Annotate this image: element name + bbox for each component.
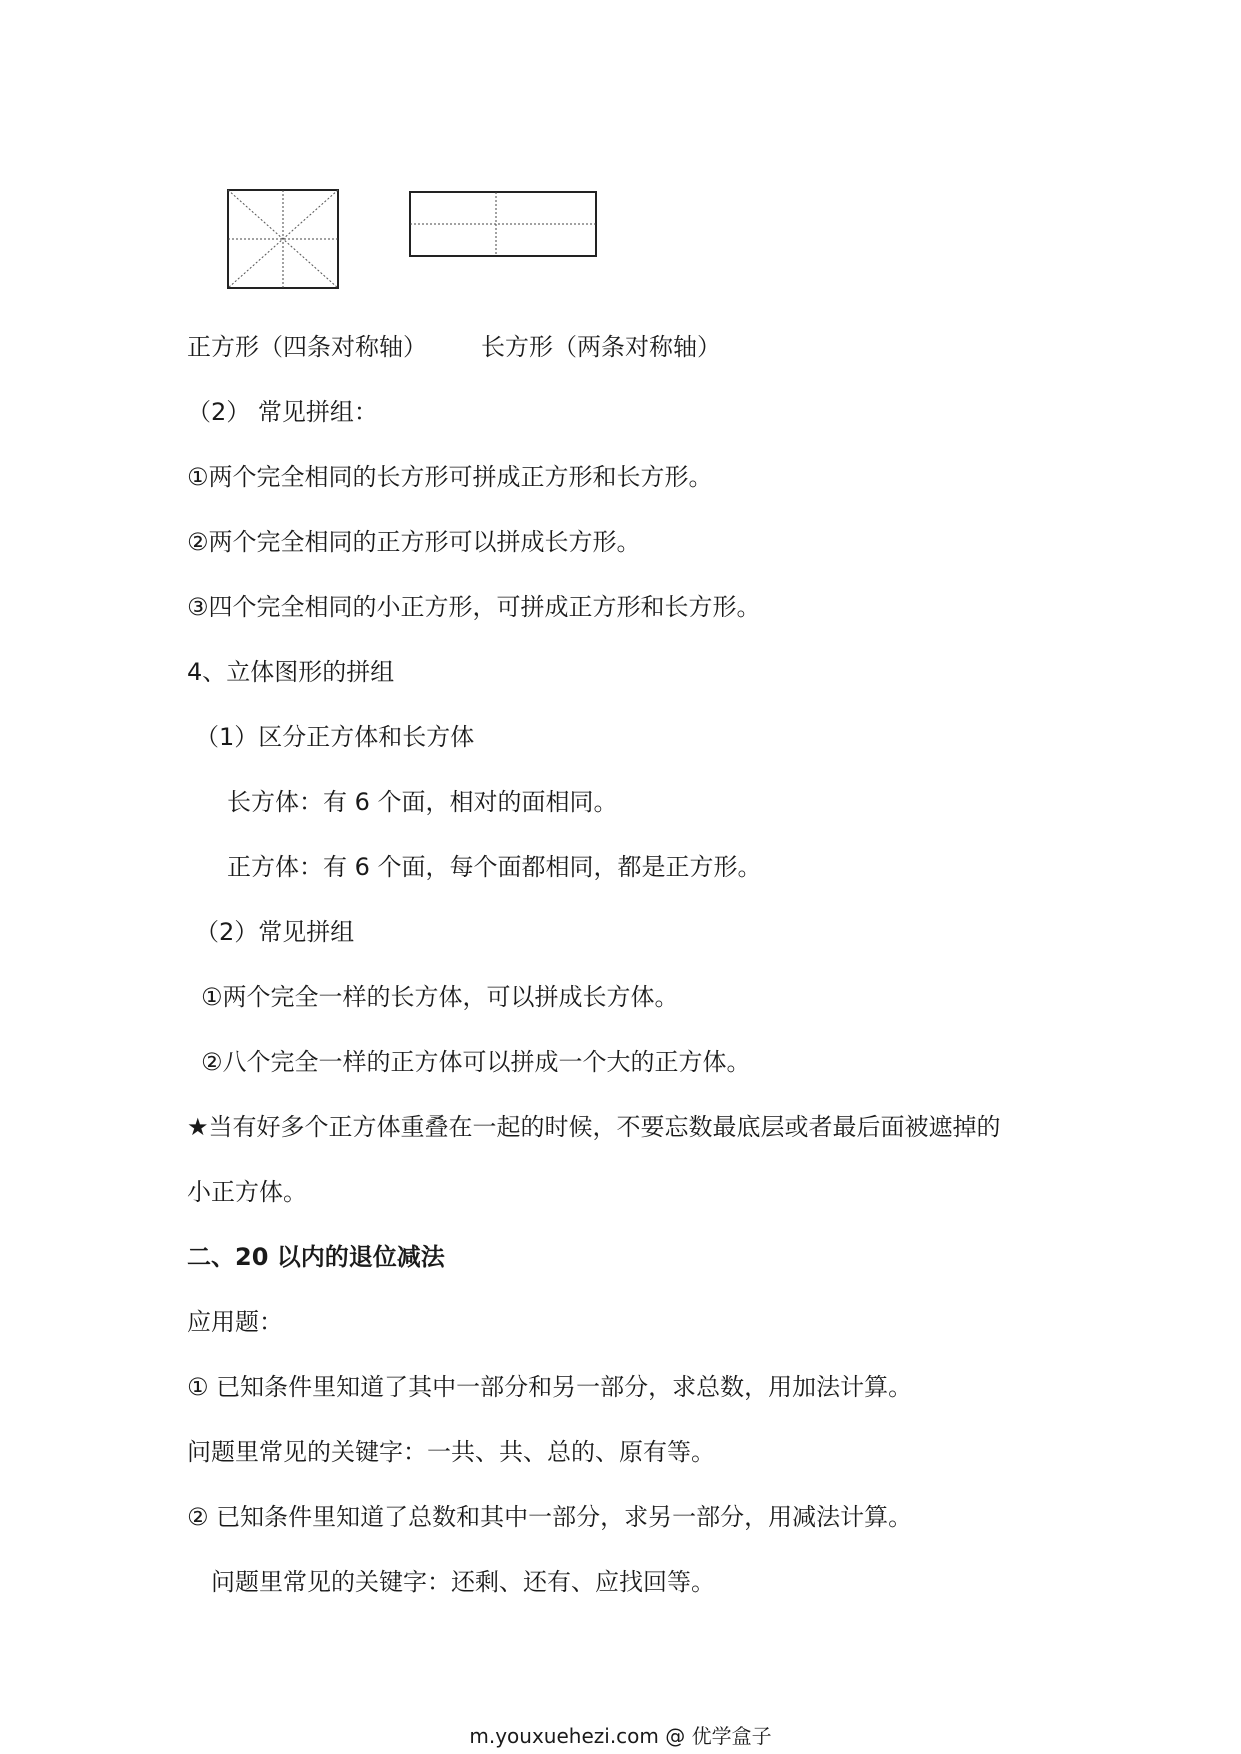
square-caption: 正方形（四条对称轴） [187,333,427,361]
solid-note-line-1: ★当有好多个正方体重叠在一起的时候，不要忘数最底层或者最后面被遮掉的 [187,1113,1001,1141]
solid-combo-item-1: ①两个完全一样的长方体，可以拼成长方体。 [201,983,679,1011]
rule-1: ① 已知条件里知道了其中一部分和另一部分，求总数，用加法计算。 [187,1373,913,1401]
rule-2: ② 已知条件里知道了总数和其中一部分，求另一部分，用减法计算。 [187,1503,913,1531]
application-label: 应用题： [187,1308,283,1336]
solid-combo-item-2: ②八个完全一样的正方体可以拼成一个大的正方体。 [201,1048,751,1076]
plane-combo-heading: （2） 常见拼组： [187,398,378,426]
rectangle-caption: 长方形（两条对称轴） [481,333,721,361]
cube-description: 正方体：有 6 个面，每个面都相同，都是正方形。 [227,853,762,881]
square-symmetry-figure [226,188,342,292]
rectangle-symmetry-figure [408,190,600,260]
keywords-1: 问题里常见的关键字：一共、共、总的、原有等。 [187,1438,715,1466]
keywords-2: 问题里常见的关键字：还剩、还有、应找回等。 [211,1568,715,1596]
section-two-heading: 二、20 以内的退位减法 [187,1243,445,1271]
plane-combo-item-2: ②两个完全相同的正方形可以拼成长方形。 [187,528,641,556]
solid-note-line-2: 小正方体。 [187,1178,307,1206]
plane-combo-item-1: ①两个完全相同的长方形可拼成正方形和长方形。 [187,463,713,491]
cuboid-description: 长方体：有 6 个面，相对的面相同。 [227,788,618,816]
footer-watermark: m.youxuehezi.com @ 优学盒子 [469,1724,772,1748]
solid-sub2-heading: （2）常见拼组 [195,918,355,946]
plane-combo-item-3: ③四个完全相同的小正方形，可拼成正方形和长方形。 [187,593,761,621]
solid-sub1-heading: （1）区分正方体和长方体 [195,723,475,751]
solid-section-heading: 4、立体图形的拼组 [187,658,395,686]
